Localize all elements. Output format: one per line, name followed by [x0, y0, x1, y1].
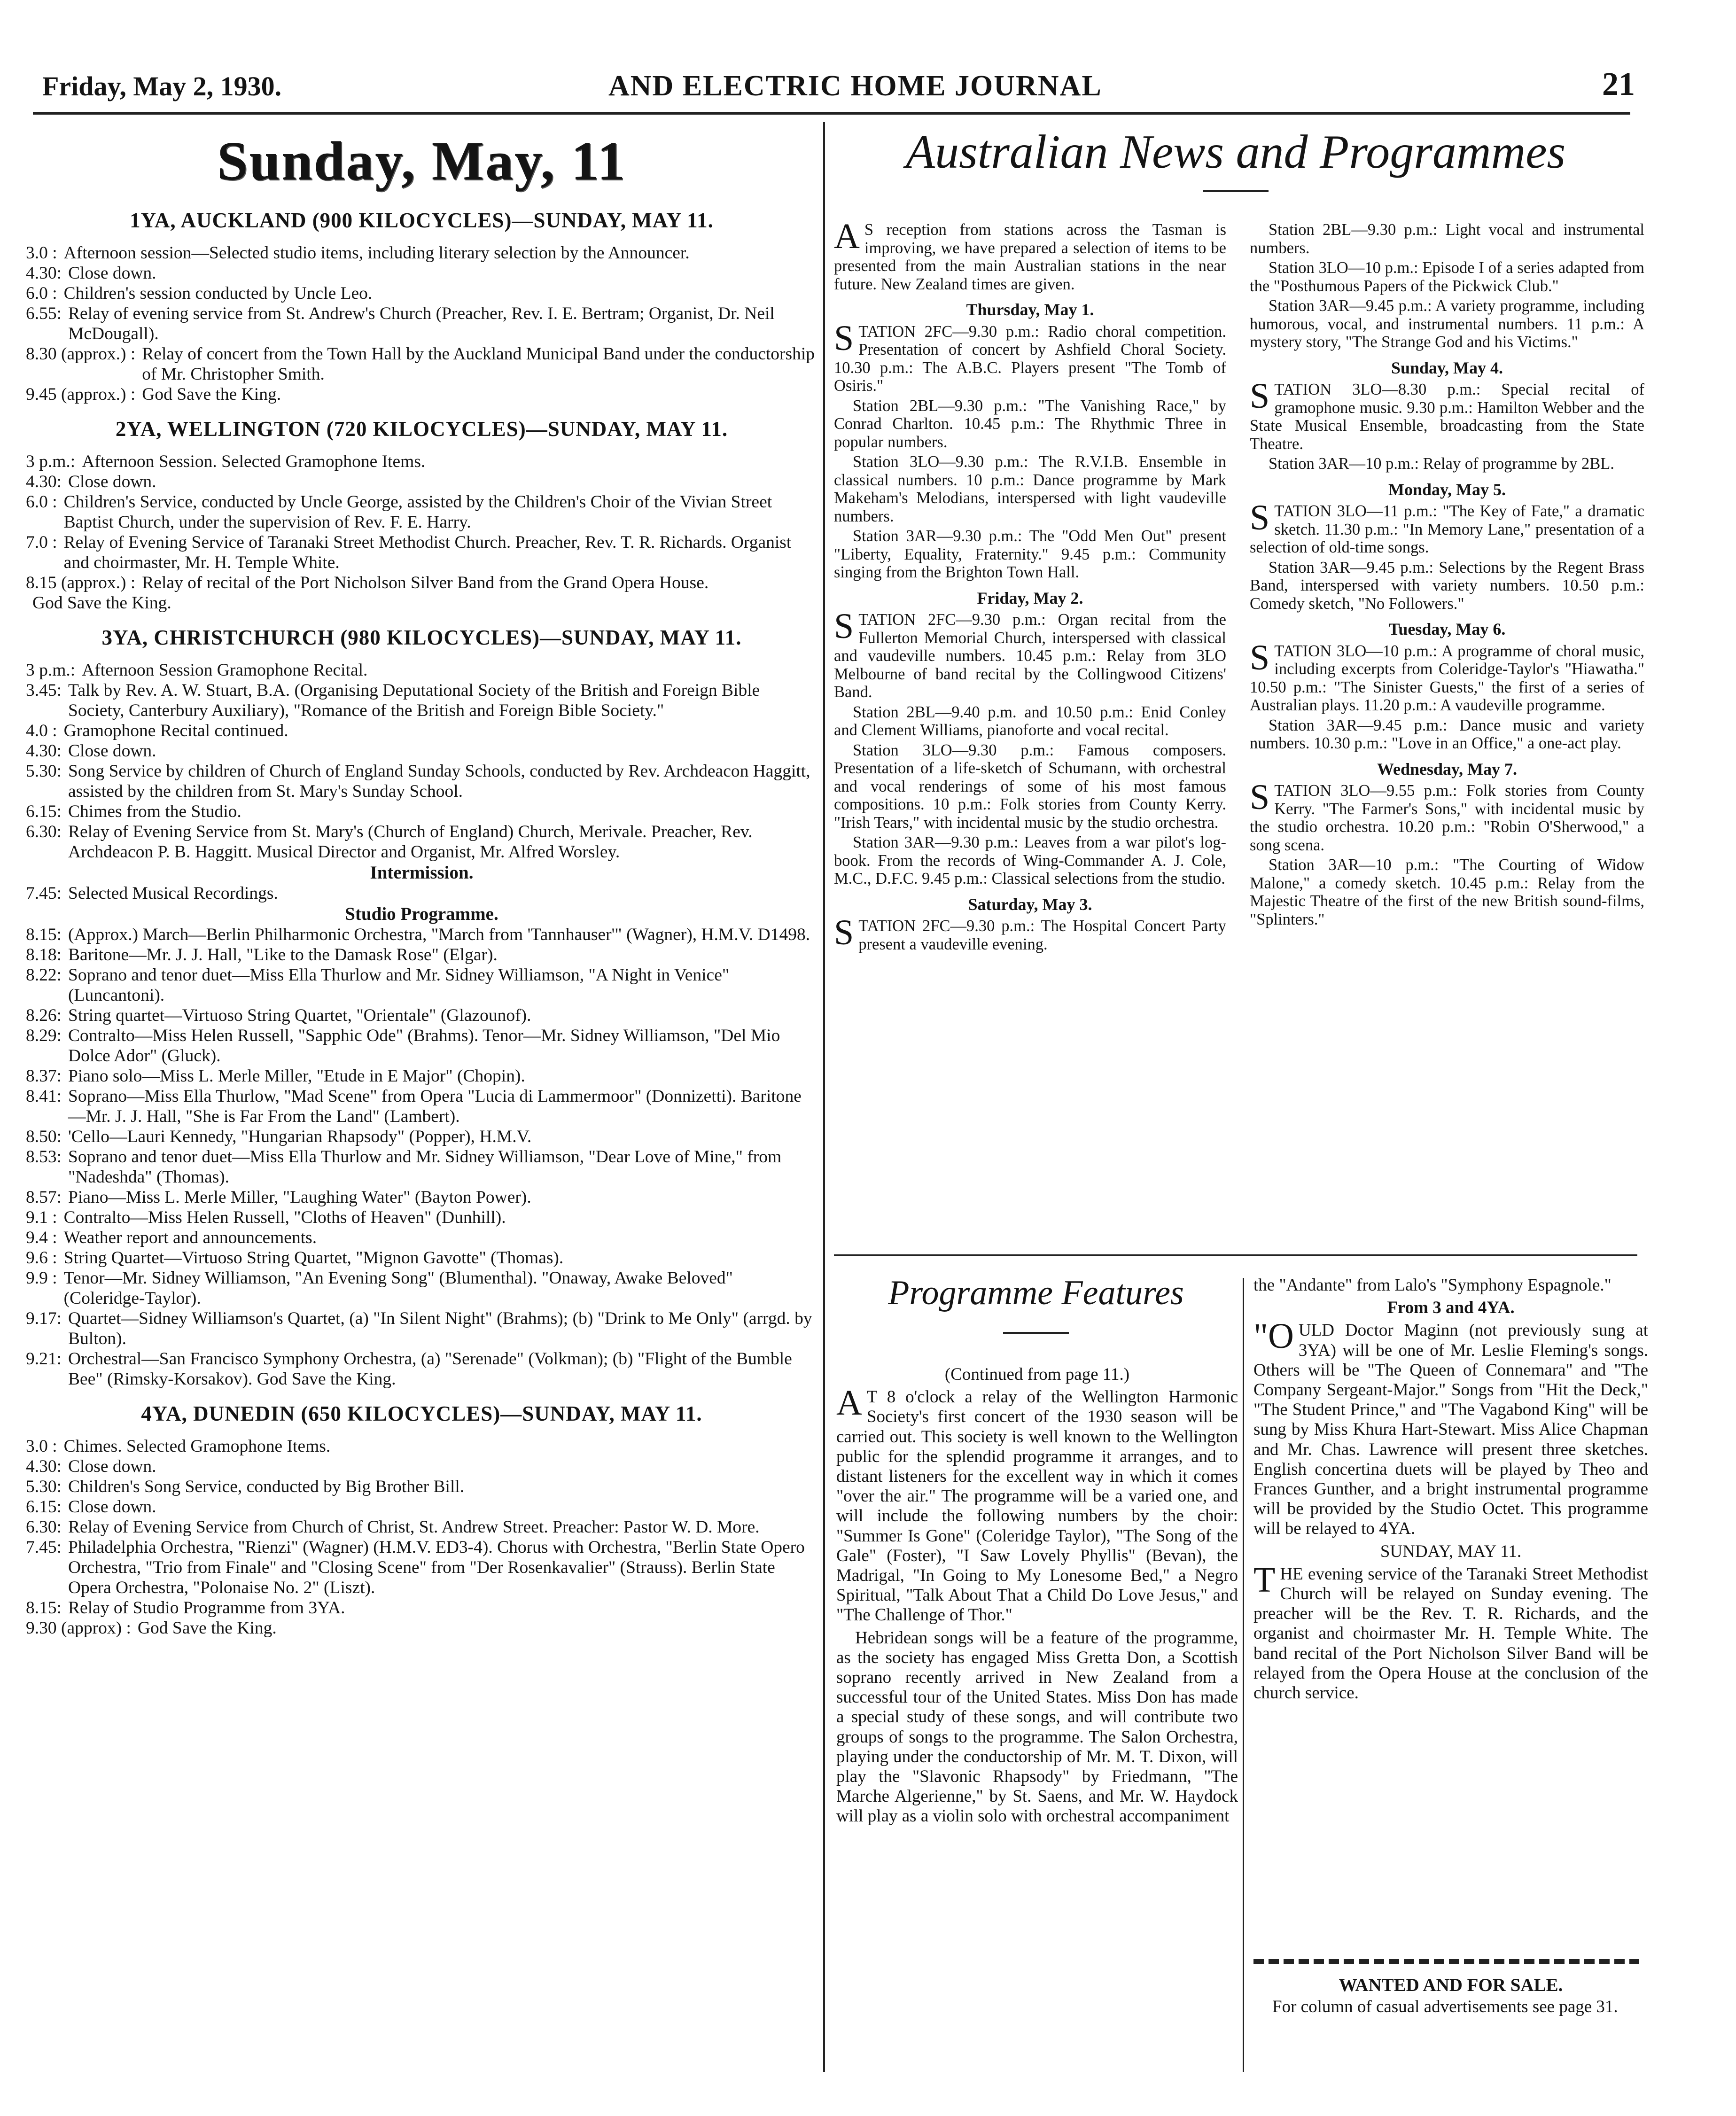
- programme-time: 6.30:: [26, 822, 62, 841]
- dropcap-paragraph: [834, 607, 1226, 701]
- paragraph: Station 3LO—10 p.m.: Episode I of a series adapted from the "Posthumous Papers of the Pickwick Club.": [1250, 259, 1644, 295]
- programme-item: [26, 243, 817, 263]
- programme-item: [26, 573, 817, 593]
- programme-time: 9.6 :: [26, 1248, 57, 1268]
- paragraph: Station 3AR—10 p.m.: Relay of programme by 2BL.: [1269, 455, 1614, 473]
- station-heading: 4YA, DUNEDIN (650 KILOCYCLES)—SUNDAY, MAY 11.: [141, 1402, 702, 1425]
- programme-description: Close down.: [68, 1497, 156, 1517]
- programme-description: Relay of recital of the Port Nicholson Silver Band from the Grand Opera House.: [142, 573, 709, 592]
- programme-description: Soprano and tenor duet—Miss Ella Thurlow and Mr. Sidney Williamson, "Dear Love of Mine," from "Nadeshda" (Thomas).: [68, 1147, 782, 1187]
- paragraph: Station 3LO—9.30 p.m.: The R.V.I.B. Ensemble in classical numbers. 10 p.m.: Dance programme by Mark Makeham's Melodians, interspersed with light vaudeville numbers.: [834, 453, 1226, 525]
- programme-item: [26, 1517, 817, 1537]
- programme-time: 8.15:: [26, 1598, 62, 1618]
- programme-item: [26, 660, 817, 680]
- day-heading: Wednesday, May 7.: [1377, 759, 1518, 778]
- programme-item: [26, 1477, 817, 1497]
- programme-description: 'Cello—Lauri Kennedy, "Hungarian Rhapsody" (Popper), H.M.V.: [68, 1127, 532, 1146]
- programme-item: [26, 761, 817, 801]
- wanted-heading: WANTED AND FOR SALE.: [1339, 1975, 1563, 1995]
- dropcap-paragraph: [836, 1383, 1238, 1625]
- paragraph-text: ULD Doctor Maginn (not previously sung at 3YA) will be one of Mr. Leslie Fleming's songs. Others will be "The Queen of Connemara" and "The Company Sergeant-Major." Songs from "Hit the Deck," "The Student Prince," and "The Vagabond King" will be sung by Miss Khura Hart-Stewart. Miss Alice Chapman and Mr. Chas. Lawrence will present three sketches. English concertina duets will be played by Theo and Frances Gunther, and a bright instrumental programme will be provided by the Studio Octet. This programme will be relayed to 4YA.: [1253, 1321, 1648, 1539]
- programme-time: 9.4 :: [26, 1228, 57, 1247]
- programme-item: [26, 1066, 817, 1086]
- programme-time: 7.45:: [26, 884, 62, 903]
- programme-item: [26, 822, 817, 862]
- programme-description: Song Service by children of Church of England Sunday Schools, conducted by Rev. Archdeacon Haggitt, assisted by the children from St. Mary's Sunday School.: [68, 762, 810, 801]
- programme-time: 9.9 :: [26, 1268, 57, 1288]
- programme-item: [26, 721, 817, 741]
- programme-description: God Save the King.: [142, 385, 281, 404]
- programme-item: [26, 344, 817, 384]
- programme-item: [26, 1308, 817, 1349]
- programme-time: 8.15 (approx.) :: [26, 573, 136, 592]
- programme-item: [26, 532, 817, 573]
- programme-description: String quartet—Virtuoso String Quartet, "Orientale" (Glazounof).: [68, 1006, 531, 1025]
- drop-cap: S: [1250, 778, 1270, 817]
- programme-description: Contralto—Miss Helen Russell, "Sapphic Ode" (Brahms). Tenor—Mr. Sidney Williamson, "Del Mio Dolce Ador" (Gluck).: [68, 1026, 780, 1066]
- day-heading: Saturday, May 3.: [968, 895, 1092, 914]
- paragraph: Station 3AR—9.45 p.m.: Selections by the Regent Brass Band, interspersed with variety numbers. 10.50 p.m.: Comedy sketch, "No Followers.": [1250, 558, 1644, 613]
- programme-item: [26, 1026, 817, 1066]
- sub-heading: From 3 and 4YA.: [1387, 1298, 1515, 1318]
- day-heading: Monday, May 5.: [1388, 480, 1506, 499]
- programme-description: Chimes. Selected Gramophone Items.: [63, 1437, 331, 1456]
- programme-item: [26, 1005, 817, 1026]
- programme-description: Chimes from the Studio.: [68, 802, 241, 821]
- programme-time: 9.45 (approx.) :: [26, 385, 136, 404]
- paragraph-text: TATION 3LO—9.55 p.m.: Folk stories from County Kerry. "The Farmer's Sons," with incidental music by the studio orchestra. 10.20 p.m.: "Robin O'Sherwood," a song scena.: [1250, 782, 1644, 854]
- station-section: [26, 1401, 817, 1638]
- paragraph: Hebridean songs will be a feature of the programme, as the society has engaged Miss Gretta Don, a Scottish soprano recently arrived in New Zealand from a successful tour of the United States. Miss Don has made a special study of these songs, and will contribute two groups of songs to the programme. The Salon Orchestra, playing under the conductorship of Mr. M. T. Dixon, will play the "Slavonic Rhapsody" by Friedmann, "The Marche Algerienne," by St. Saens, and Mr. W. Haydock will play as a violin solo with orchestral accompaniment: [836, 1628, 1238, 1826]
- programme-description: Children's Service, conducted by Uncle George, assisted by the Children's Choir of the Vivian Street Baptist Church, under the supervision of Rev. F. E. Harry.: [63, 492, 772, 532]
- programme-time: 9.17:: [26, 1309, 62, 1328]
- programme-description: Philadelphia Orchestra, "Rienzi" (Wagner) (H.M.V. ED3-4). Chorus with Orchestra, "Berlin State Opero Orchestra, "Trio from Finale" and "Closing Scene" from "Der Rosenkavalier" (Strauss). Berlin State Opera Orchestra, "Polonaise No. 2" (Liszt).: [68, 1538, 805, 1597]
- programme-description: String Quartet—Virtuoso String Quartet, "Mignon Gavotte" (Thomas).: [63, 1248, 564, 1268]
- australian-news-title: [834, 124, 1637, 192]
- programme-time: 5.30:: [26, 762, 62, 781]
- programme-item: [26, 472, 817, 492]
- programme-description: Afternoon Session Gramophone Recital.: [82, 661, 368, 680]
- programme-description: Relay of evening service from St. Andrew's Church (Preacher, Rev. I. E. Bertram; Organist, Dr. Neil McDougall).: [68, 304, 775, 343]
- programme-time: 4.0 :: [26, 721, 57, 740]
- programme-description: Close down.: [68, 472, 156, 491]
- page-header: [33, 61, 1649, 113]
- paragraph-text: TATION 3LO—8.30 p.m.: Special recital of gramophone music. 9.30 p.m.: Hamilton Webber and the State Musical Ensemble, broadcasting from the State Theatre.: [1250, 381, 1644, 453]
- dropcap-paragraph: [834, 913, 1226, 953]
- sunday-programmes-column: [26, 129, 817, 1638]
- programme-time: 3 p.m.:: [26, 661, 76, 680]
- programme-item: [26, 1537, 817, 1598]
- programme-time: 4.30:: [26, 264, 62, 283]
- programme-list: [26, 1436, 817, 1638]
- drop-cap: S: [834, 318, 854, 358]
- paragraph: the "Andante" from Lalo's "Symphony Espagnole.": [1253, 1276, 1611, 1295]
- programme-item: [26, 965, 817, 1005]
- centered-line: (Continued from page 11.): [944, 1365, 1130, 1384]
- station-section: [26, 208, 817, 405]
- issue-date: Friday, May 2, 1930.: [42, 71, 282, 101]
- paragraph: Station 3AR—9.45 p.m.: Dance music and variety numbers. 10.30 p.m.: "Love in an Office," a one-act play.: [1250, 716, 1644, 752]
- programme-time: 8.15:: [26, 925, 62, 944]
- australian-news-heading: Australian News and Programmes: [905, 125, 1566, 179]
- stations-list: [26, 208, 817, 1638]
- programme-list: [26, 451, 817, 613]
- paragraph: Station 3AR—9.45 p.m.: A variety programme, including humorous, vocal, and instrumental numbers. 11 p.m.: A mystery story, "The Strange God and his Victims.": [1250, 297, 1644, 351]
- programme-time: 8.26:: [26, 1006, 62, 1025]
- features-underline: [1003, 1332, 1069, 1334]
- programme-time: 8.57:: [26, 1188, 62, 1207]
- day-heading: Friday, May 2.: [977, 588, 1083, 607]
- dropcap-paragraph: [1250, 638, 1644, 715]
- wanted-double-rule: [1253, 1959, 1639, 1964]
- programme-time: 8.22:: [26, 965, 62, 985]
- programme-time: 4.30:: [26, 1457, 62, 1476]
- programme-item: [26, 1187, 817, 1207]
- programme-time: 9.30 (approx) :: [26, 1618, 131, 1638]
- programme-item: [26, 263, 817, 283]
- programme-description: Soprano—Miss Ella Thurlow, "Mad Scene" from Opera "Lucia di Lammermoor" (Donnizetti). Baritone—Mr. J. J. Hall, "She is Far From the Land" (Lambert).: [68, 1087, 802, 1126]
- programme-time: 4.30:: [26, 472, 62, 491]
- programme-description: God Save the King.: [137, 1618, 277, 1638]
- programme-item: [26, 1497, 817, 1517]
- inner-column-rule: [1243, 1278, 1244, 2072]
- paragraph-text: TATION 3LO—11 p.m.: "The Key of Fate," a dramatic sketch. 11.30 p.m.: "In Memory Lane," presentation of a selection of old-time songs.: [1250, 502, 1644, 556]
- programme-item: [26, 1147, 817, 1187]
- centered-line: SUNDAY, MAY 11.: [1380, 1541, 1522, 1561]
- programme-description: Children's Song Service, conducted by Big Brother Bill.: [68, 1477, 465, 1496]
- station-heading: 2YA, WELLINGTON (720 KILOCYCLES)—SUNDAY, MAY 11.: [115, 417, 728, 441]
- programme-time: 6.0 :: [26, 284, 57, 303]
- programme-list: [26, 243, 817, 405]
- programme-item: [26, 492, 817, 532]
- programme-time: 3.45:: [26, 681, 62, 700]
- programme-description: Afternoon session—Selected studio items, including literary selection by the Announcer.: [63, 243, 690, 263]
- drop-cap: A: [836, 1383, 862, 1423]
- programme-description: Tenor—Mr. Sidney Williamson, "An Evening Song" (Blumenthal). "Onaway, Awake Beloved" (Coleridge-Taylor).: [63, 1268, 733, 1308]
- programme-description: Afternoon Session. Selected Gramophone Items.: [82, 452, 426, 471]
- programme-time: 6.30:: [26, 1517, 62, 1537]
- dropcap-paragraph: [1250, 498, 1644, 557]
- programme-description: Orchestral—San Francisco Symphony Orchestra, (a) "Serenade" (Volkman); (b) "Flight of the Bumble Bee" (Rimsky-Korsakov). God Save the King.: [68, 1349, 792, 1389]
- programme-item: [26, 1618, 817, 1638]
- programme-description: Relay of Evening Service from St. Mary's (Church of England) Church, Merivale. Preacher, Rev. Archdeacon P. B. Haggitt. Musical Director and Organist, Mr. Alfred Worsley.: [68, 822, 753, 862]
- programme-time: 8.50:: [26, 1127, 62, 1146]
- drop-cap: S: [1250, 376, 1270, 416]
- paragraph-text: HE evening service of the Taranaki Street Methodist Church will be relayed on Sunday evening. The preacher will be the Rev. T. R. Richards, and the organist and choirmaster Mr. H. Temple White. The band recital of the Port Nicholson Silver Band will be relayed from the Opera House at the conclusion of the church service.: [1253, 1564, 1648, 1703]
- programme-time: 8.29:: [26, 1026, 62, 1045]
- programme-description: Weather report and announcements.: [63, 1228, 317, 1247]
- programme-description: Relay of Studio Programme from 3YA.: [68, 1598, 345, 1618]
- station-section: [26, 417, 817, 613]
- programme-features-column-2: [1253, 1276, 1648, 1706]
- programme-description: Piano—Miss L. Merle Miller, "Laughing Water" (Bayton Power).: [68, 1188, 531, 1207]
- programme-item: [26, 945, 817, 965]
- title-underline: [1203, 190, 1269, 192]
- programme-item: [26, 593, 817, 613]
- programme-list: [26, 660, 817, 1389]
- programme-features-heading: Programme Features: [888, 1274, 1184, 1312]
- drop-cap: S: [834, 607, 854, 646]
- programme-description: Piano solo—Miss L. Merle Miller, "Etude in E Major" (Chopin).: [68, 1066, 525, 1086]
- wanted-block: [1253, 1976, 1648, 2020]
- programme-time: 8.53:: [26, 1147, 62, 1167]
- paragraph-text: T 8 o'clock a relay of the Wellington Harmonic Society's first concert of the 1930 season will be carried out. This society is well known to the Wellington public for the splendid programme it arranges, and to distant listeners for the excellent way in which it comes "over the air." The programme will be a varied one, and will include the following numbers by the choir: "Summer Is Gone" (Coleridge Taylor), "The Song of the Gale" (Foster), "I Saw Lovely Phyllis" (Bevan), the Madrigal, "In Going to My Lonesome Bed," a Negro Spiritual, "Talk About That a Child Do Love Jesus," and "The Challenge of Thor.": [836, 1387, 1238, 1625]
- programme-description: Relay of Evening Service from Church of Christ, St. Andrew Street. Preacher: Pastor W. D. More.: [68, 1517, 760, 1537]
- programme-item: [26, 1349, 817, 1389]
- day-heading: Sunday, May 4.: [1391, 358, 1503, 377]
- programme-description: (Approx.) March—Berlin Philharmonic Orchestra, "March from 'Tannhauser'" (Wagner), H.M.V. D1498.: [68, 925, 810, 944]
- drop-cap: "O: [1253, 1316, 1294, 1356]
- programme-time: 6.15:: [26, 1497, 62, 1517]
- journal-name: AND ELECTRIC HOME JOURNAL: [608, 70, 1102, 102]
- programme-item: [26, 680, 817, 721]
- programme-item: [26, 283, 817, 303]
- station-heading: 1YA, AUCKLAND (900 KILOCYCLES)—SUNDAY, MAY 11.: [130, 209, 714, 232]
- dropcap-paragraph: [834, 318, 1226, 395]
- programme-time: 5.30:: [26, 1477, 62, 1496]
- day-heading: Thursday, May 1.: [966, 300, 1094, 319]
- programme-description: God Save the King.: [32, 593, 171, 613]
- paragraph: Station 2BL—9.40 p.m. and 10.50 p.m.: Enid Conley and Clement Williams, pianoforte and vocal recital.: [834, 703, 1226, 739]
- programme-subheading: Studio Programme.: [345, 904, 498, 924]
- station-section: [26, 625, 817, 1389]
- paragraph-text: S reception from stations across the Tasman is improving, we have prepared a selection of items to be presented from the main Australian stations in the near future. New Zealand times are given.: [834, 221, 1226, 293]
- programme-item: [26, 741, 817, 761]
- programme-description: Selected Musical Recordings.: [68, 884, 278, 903]
- programme-time: 8.41:: [26, 1087, 62, 1106]
- sunday-title: Sunday, May, 11: [217, 130, 627, 192]
- programme-item: [26, 1086, 817, 1127]
- programme-item: [26, 1456, 817, 1477]
- paragraph-text: TATION 2FC—9.30 p.m.: Organ recital from the Fullerton Memorial Church, interspersed with classical and vaudeville numbers. 10.45 p.m.: Relay from 3LO Melbourne of band recital by the Collingwood Citizens' Band.: [834, 611, 1226, 701]
- paragraph: Station 3LO—9.30 p.m.: Famous composers. Presentation of a life-sketch of Schumann, with orchestral and vocal renderings of some of his most famous compositions. 10 p.m.: Folk stories from County Kerry. "Irish Tears," with incidental music by the studio orchestra.: [834, 741, 1226, 832]
- programme-item: [26, 1268, 817, 1308]
- paragraph-text: TATION 2FC—9.30 p.m.: Radio choral competition. Presentation of concert by Ashfield Choral Society. 10.30 p.m.: The A.B.C. Players present "The Tomb of Osiris.": [834, 322, 1226, 395]
- programme-description: Talk by Rev. A. W. Stuart, B.A. (Organising Deputational Society of the British and Foreign Bible Society, Canterbury Auxiliary), "Romance of the British and Foreign Bible Society.": [68, 681, 760, 720]
- programme-item: [26, 801, 817, 822]
- programme-description: Contralto—Miss Helen Russell, "Cloths of Heaven" (Dunhill).: [63, 1208, 506, 1227]
- page-number: 21: [1602, 66, 1635, 102]
- programme-item: [26, 925, 817, 945]
- drop-cap: S: [834, 913, 854, 952]
- programme-description: Close down.: [68, 741, 156, 761]
- programme-time: 6.15:: [26, 802, 62, 821]
- australian-news-column-1: [834, 217, 1226, 955]
- drop-cap: S: [1250, 498, 1270, 537]
- programme-time: 8.37:: [26, 1066, 62, 1086]
- dropcap-paragraph: [1250, 778, 1644, 854]
- programme-item: [26, 303, 817, 344]
- paragraph: Station 2BL—9.30 p.m.: Light vocal and instrumental numbers.: [1250, 221, 1644, 257]
- paragraph-text: TATION 3LO—10 p.m.: A programme of choral music, including excerpts from Coleridge-Taylor's "Hiawatha." 10.50 p.m.: "The Sinister Guests," the first of a series of Australian plays. 11.20 p.m.: A vaudeville programme.: [1250, 642, 1644, 714]
- programme-item: [26, 1228, 817, 1248]
- station-heading: 3YA, CHRISTCHURCH (980 KILOCYCLES)—SUNDAY, MAY 11.: [101, 626, 742, 649]
- programme-time: 6.55:: [26, 304, 62, 323]
- dropcap-paragraph: [834, 217, 1226, 293]
- programme-item: [26, 883, 817, 903]
- drop-cap: T: [1253, 1560, 1276, 1600]
- programme-description: Close down.: [68, 1457, 156, 1476]
- paragraph-text: TATION 2FC—9.30 p.m.: The Hospital Concert Party present a vaudeville evening.: [858, 917, 1226, 953]
- programme-description: Relay of Evening Service of Taranaki Street Methodist Church. Preacher, Rev. T. R. Richards. Organist and choirmaster, Mr. H. Temple White.: [63, 533, 792, 572]
- drop-cap: S: [1250, 638, 1270, 677]
- programme-description: Close down.: [68, 264, 156, 283]
- programme-subheading: Intermission.: [370, 863, 474, 883]
- programme-item: [26, 1127, 817, 1147]
- programme-item: [26, 1248, 817, 1268]
- programme-time: 3 p.m.:: [26, 452, 76, 471]
- paragraph: Station 3AR—9.30 p.m.: Leaves from a war pilot's log-book. From the records of Wing-Commander A. J. Cole, M.C., D.F.C. 9.45 p.m.: Classical selections from the studio.: [834, 833, 1226, 887]
- paragraph: Station 2BL—9.30 p.m.: "The Vanishing Race," by Conrad Charlton. 10.45 p.m.: The Rhythmic Three in popular numbers.: [834, 397, 1226, 451]
- programme-features-title: [841, 1273, 1231, 1334]
- header-rule: [33, 112, 1630, 115]
- column-rule: [823, 122, 825, 2072]
- paragraph: Station 3AR—9.30 p.m.: The "Odd Men Out" present "Liberty, Equality, Fraternity." 9.45 p.m.: Community singing from the Brighton Town Hall.: [834, 527, 1226, 581]
- programme-description: Relay of concert from the Town Hall by the Auckland Municipal Band under the conductorship of Mr. Christopher Smith.: [142, 344, 815, 384]
- paragraph: Station 3AR—10 p.m.: "The Courting of Widow Malone," a comedy sketch. 10.45 p.m.: Relay from the Majestic Theatre of the first of the new British sound-films, "Splinters.": [1250, 856, 1644, 928]
- programme-item: [26, 451, 817, 472]
- programme-item: [26, 384, 817, 405]
- programme-item: [26, 1207, 817, 1228]
- programme-time: 3.0 :: [26, 243, 57, 263]
- programme-description: Gramophone Recital continued.: [63, 721, 288, 740]
- programme-item: [26, 1598, 817, 1618]
- day-heading: Tuesday, May 6.: [1388, 620, 1506, 638]
- programme-description: Baritone—Mr. J. J. Hall, "Like to the Damask Rose" (Elgar).: [68, 945, 498, 965]
- programme-description: Soprano and tenor duet—Miss Ella Thurlow and Mr. Sidney Williamson, "A Night in Venice" (Luncantoni).: [68, 965, 730, 1005]
- programme-time: 9.1 :: [26, 1208, 57, 1227]
- programme-time: 7.45:: [26, 1538, 62, 1557]
- programme-description: Children's session conducted by Uncle Leo.: [63, 284, 373, 303]
- programme-time: 7.0 :: [26, 533, 57, 552]
- drop-cap: A: [834, 217, 860, 256]
- programme-features-column-1: [836, 1365, 1238, 1829]
- dropcap-paragraph: [1250, 376, 1644, 453]
- programme-time: 9.21:: [26, 1349, 62, 1369]
- programme-description: Quartet—Sidney Williamson's Quartet, (a) "In Silent Night" (Brahms); (b) "Drink to Me Only" (arrgd. by Bulton).: [68, 1309, 812, 1348]
- programme-time: 3.0 :: [26, 1437, 57, 1456]
- dropcap-paragraph: [1253, 1560, 1648, 1703]
- programme-time: 6.0 :: [26, 492, 57, 512]
- programme-time: 8.18:: [26, 945, 62, 965]
- programme-item: [26, 1436, 817, 1456]
- wanted-text: For column of casual advertisements see page 31.: [1272, 1997, 1618, 2017]
- programme-time: 8.30 (approx.) :: [26, 344, 136, 364]
- programme-time: 4.30:: [26, 741, 62, 761]
- dropcap-paragraph: [1253, 1316, 1648, 1539]
- australian-news-column-2: [1250, 221, 1644, 930]
- section-rule: [834, 1254, 1637, 1256]
